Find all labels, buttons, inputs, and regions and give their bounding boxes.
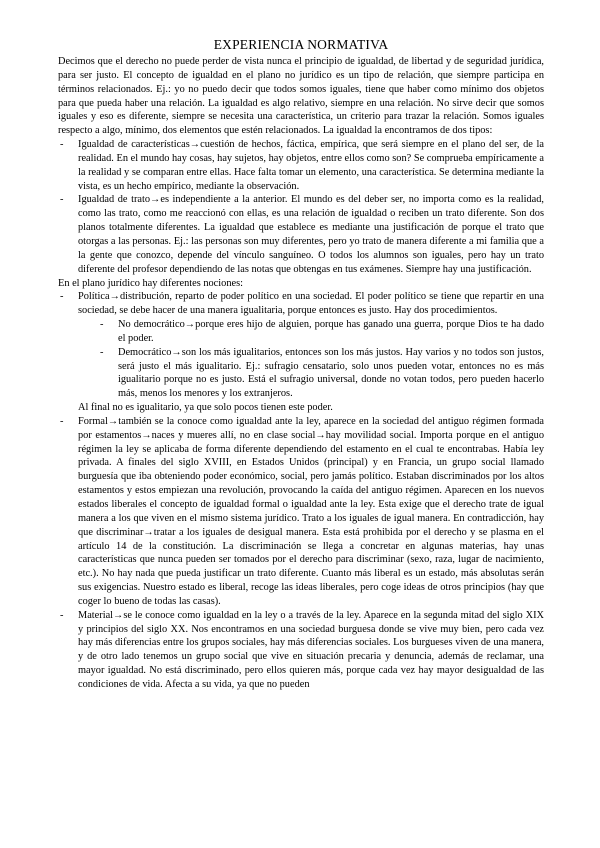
list-item-trato: - Igualdad de trato→es independiente a la anterior. El mundo es del deber ser, no importa como es la realidad, como las trato, como me reaccionó con ellas, es una relación de igualdad o reciben un trato diferente. Son dos planos totalmente diferentes. La igualdad que establece es mediante una justificación de porque el trato que otorgas a las personas. Ej.: las personas son muy diferentes, pero yo trato de manera diferente a mi familia que a la gente que conozco, depende del vínculo sanguíneo. O todos los alumnos son iguales, pero hay un trato diferente del profesor dependiendo de las notas que obtengas en tus exámenes. Siempre hay una justificación. [58,193,544,276]
politica-text: Política→distribución, reparto de poder político en una sociedad. El poder político se tiene que repartir en una sociedad, se debe hacer de una manera igualitaria, porque entonces es justo. Hay dos procedimientos. [78,291,544,317]
equality-types-list [58,138,544,276]
procedures-sublist [78,318,544,401]
document-body [58,55,544,692]
list-item-caracteristicas: - Igualdad de características→cuestión de hechos, fáctica, empírica, que será siempre en el plano del ser, de la realidad. En el mundo hay cosas, hay sujetos, hay objetos, entre ellos como son? Se comprueba empíricamente a la realidad y se comparan entre ellas. Hace falta tomar un elemento, una característica. Se determina mediante la vista, es un hecho empírico, mediante la observación. [58,138,544,193]
intro-paragraph: Decimos que el derecho no puede perder de vista nunca el principio de igualdad, de libertad y de seguridad jurídica, para ser justo. El concepto de igualdad en el plano no jurídico es un tipo de relación, que siempre participa en términos relacionados. Ej.: yo no puedo decir que todos somos iguales, tiene que haber como mínimo dos objetos para que pueda haber una relación. La igualdad es algo relativo, siempre en una relación. No sirve decir que somos iguales y eso es diferente, siempre se necesita una característica, un criterio para trazar la relación. Somos iguales respecto a algo, mínimo, dos elementos que estén relacionados. La igualdad la encontramos de dos tipos: [58,56,544,137]
sublist-item-no-democratico: - No democrático→porque eres hijo de alguien, porque has ganado una guerra, porque Dios te ha dado el poder. [98,318,544,346]
juridical-notions-list [58,290,544,401]
politica-final-note: Al final no es igualitario, ya que solo pocos tienen este poder. [78,402,333,414]
juridical-notions-list-continued [58,415,544,692]
list-item-material: - Material→se le conoce como igualdad en la ley o a través de la ley. Aparece en la segunda mitad del siglo XIX y principios del siglo XX. Nos encontramos en una sociedad burguesa donde se vive muy bien, pero cada vez hay más diferencias entre los grupos sociales, hay más diferencias sociales. Los burgueses viven de una manera, y de otro lado tenemos un grupo social que vive en situación precaria y denuncia, además de reclamar, una mayor igualdad. No está discriminado, pero ellos quieren más, porque cada vez hay mayor desigualdad de las condiciones de vida. Afecta a su vida, ya que no pueden [58,609,544,692]
list-item-formal: - Formal→también se la conoce como igualdad ante la ley, aparece en la sociedad del antiguo régimen formada por estamentos→naces y mueres allí, no en clase social→hay movilidad social. Importa porque en el antiguo régimen la ley se aplicaba de forma diferente dependiendo del estamento en el cual te encontrabas. Había ley privada. A finales del siglo XVIII, en Estados Unidos (principal) y en Francia, un grupo social llamado burguesía que iba obteniendo poder económico, social, pero jamás político. Estaban discriminados por los altos estamentos y estos empiezan una revolución, provocando la caída del antiguo régimen. Aparecen en los nuevos estados liberales el concepto de igualdad formal o igualdad ante la ley. Esta exige que el derecho trate de igual manera a los que viven en el mismo sistema jurídico. Trato a los iguales de igual manera. En contradicción, hay que discriminar→tratar a los iguales de desigual manera. Esta está prohibida por el derecho y se plasma en el artículo 14 de la constitución. La discriminación se llega a concretar en algunas materias, hay unas características que nunca pueden ser tomados por el derecho para discriminar (sexo, raza, lugar de nacimiento, etc.). No hay nada que pueda justificar un trato diferente. Cuanto más liberal es un estado, más absolutas serán sus exigencias. Nuestro estado es liberal, recoge las ideas liberales, pero coge ideas de otros principios (hay que coger lo bueno de todas las casas). [58,415,544,609]
juridico-intro: En el plano jurídico hay diferentes nociones: [58,277,243,289]
sublist-item-democratico: - Democrático→son los más igualitarios, entonces son los más justos. Hay varios y no todos son justos, será justo el más igualitario. Ej.: sufragio censatario, solo unos pueden votar, entonces no es más igualitario porque no es justo. Está el sufragio universal, donde no votan todos, pero pueden hacerlo más, menos los menores y los extranjeros. [98,346,544,401]
document-title: EXPERIENCIA NORMATIVA [213,37,389,52]
list-item-politica [58,290,544,401]
